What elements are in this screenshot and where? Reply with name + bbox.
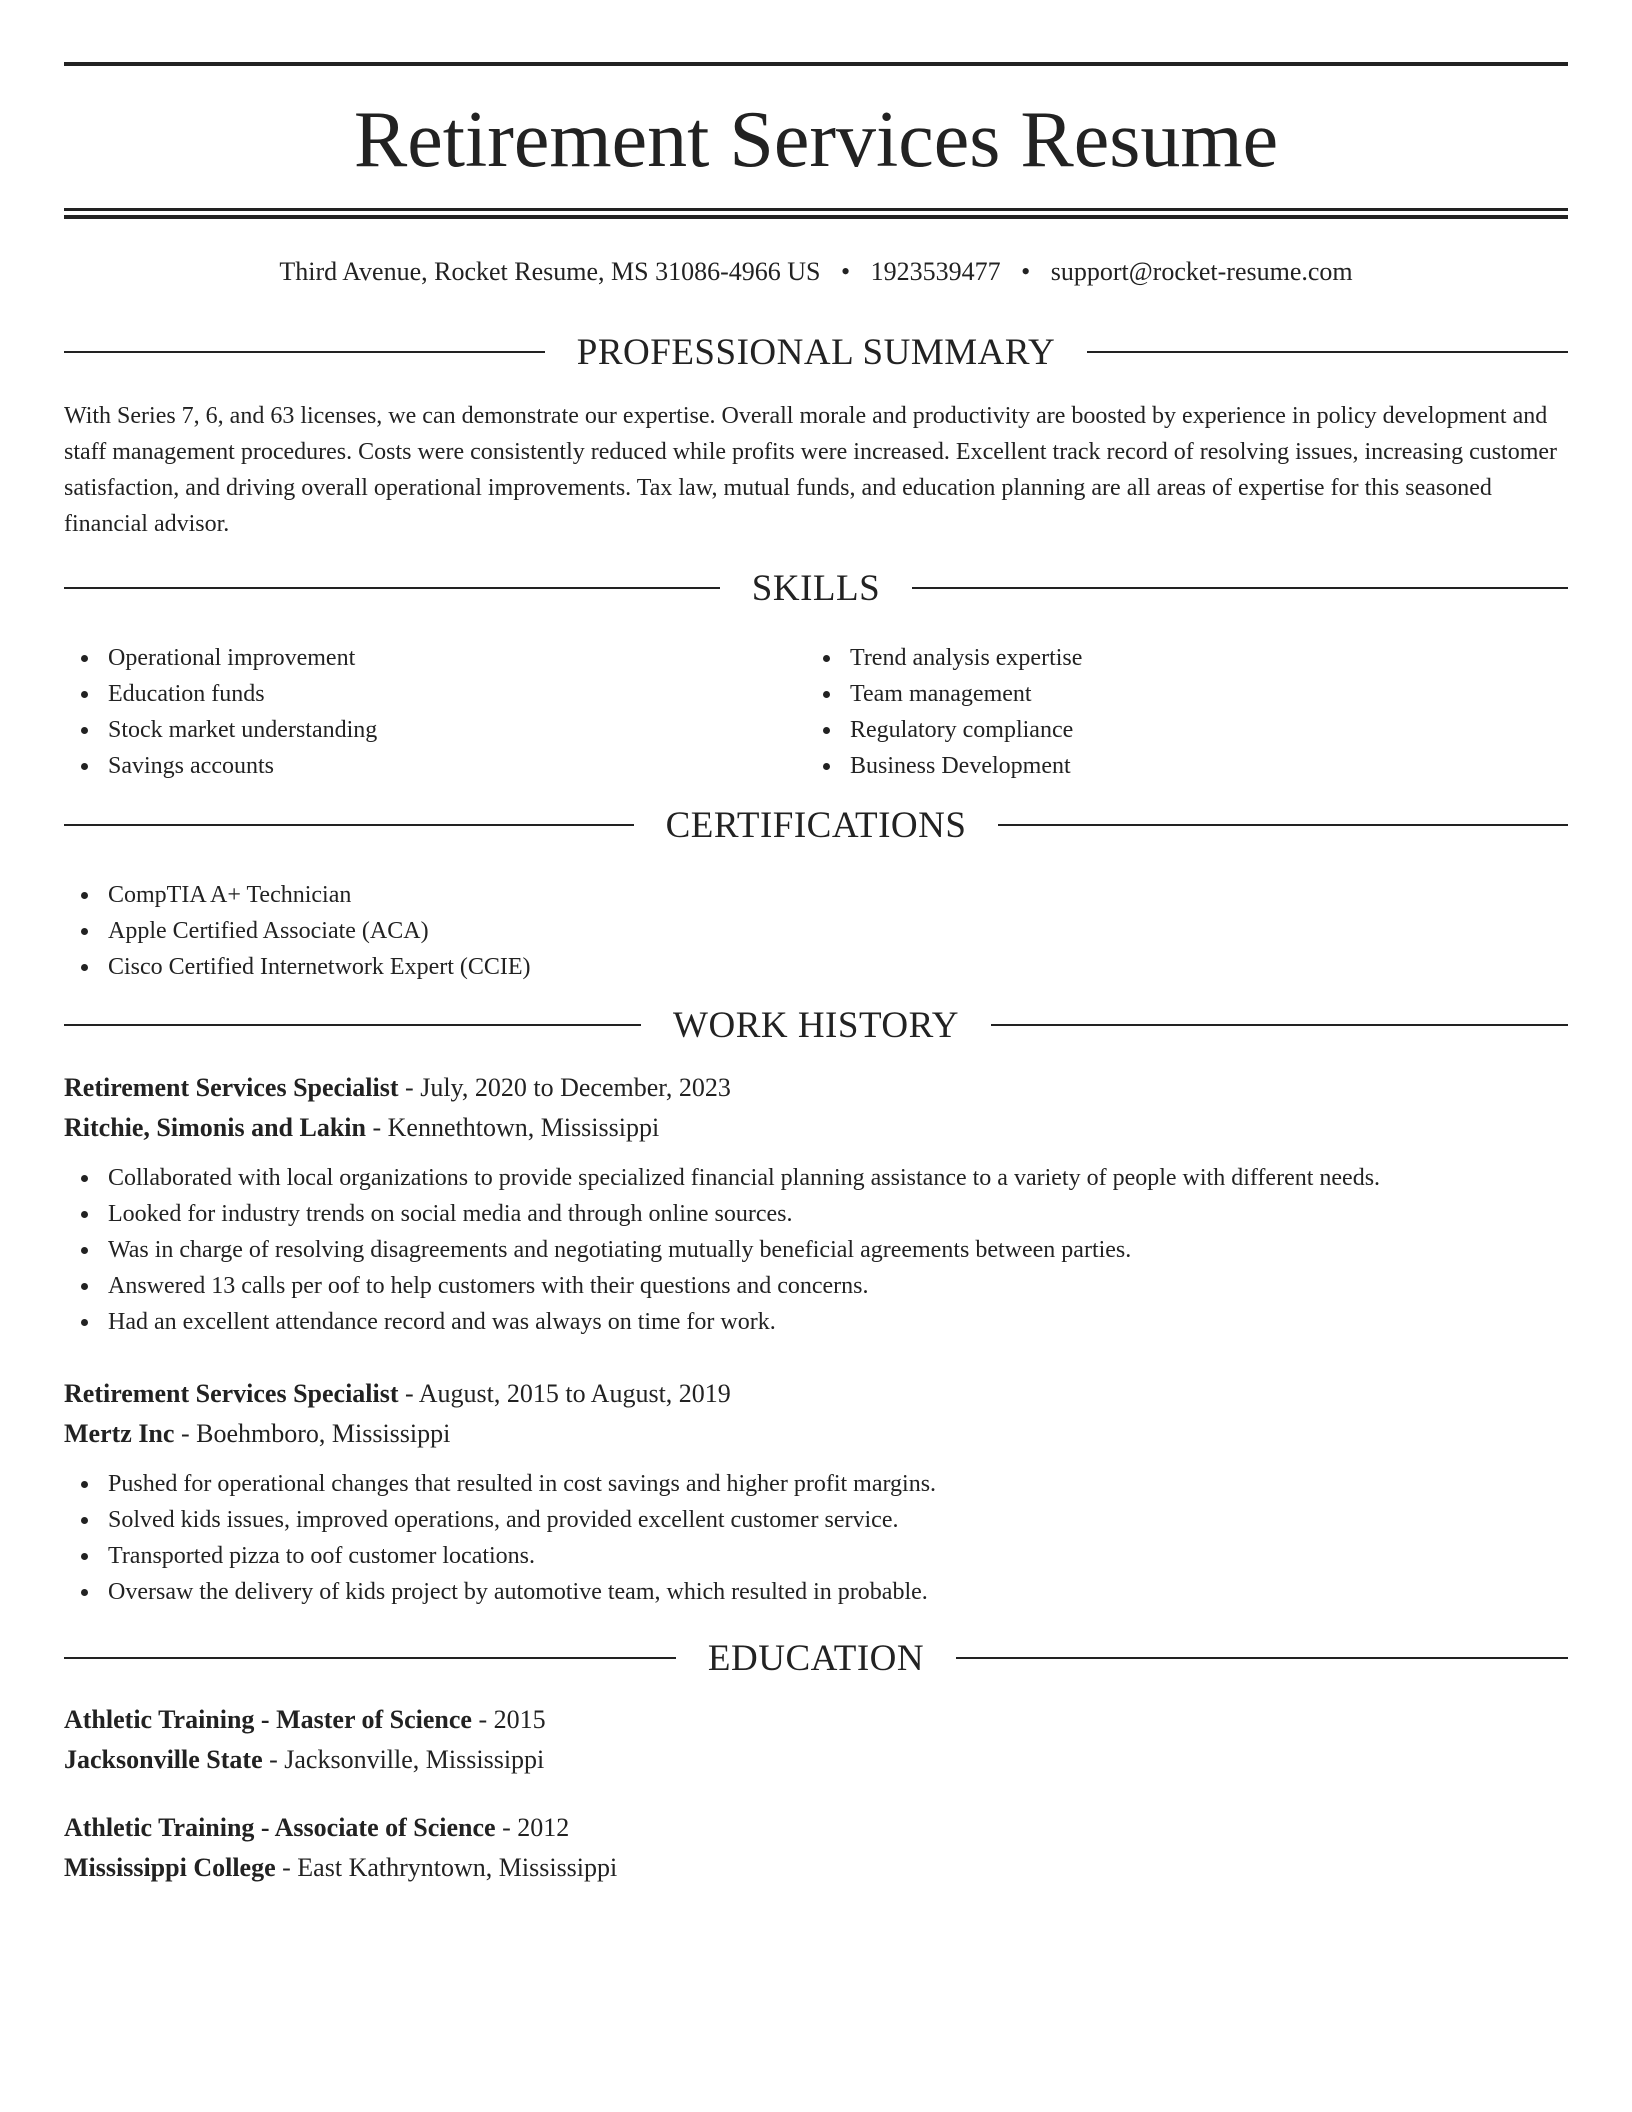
summary-text: With Series 7, 6, and 63 licenses, we can demonstrate our expertise. Overall morale and productivity are boosted by experience in policy development and staff management procedures. Costs were consistently reduced while profits were increased. Excellent track record of resolving issues, increasing customer satisfaction, and driving overall operational improvements. Tax law, mutual funds, and education planning are all areas of expertise for this seasoned financial advisor. <box>64 403 1558 537</box>
job-location: - Kennethtown, Mississippi <box>365 1113 660 1142</box>
job-company: Mertz Inc <box>64 1419 175 1448</box>
divider-line <box>64 824 634 826</box>
divider-line <box>991 1024 1568 1026</box>
degree-line <box>64 1808 1568 1848</box>
degree-line <box>64 1700 1568 1740</box>
school-line <box>64 1848 1568 1888</box>
skill-item: Operational improvement <box>64 640 764 676</box>
job-company: Ritchie, Simonis and Lakin <box>64 1113 366 1142</box>
skill-item: Stock market understanding <box>64 712 764 748</box>
job-bullet: Answered 13 calls per oof to help customers with their questions and concerns. <box>64 1268 1568 1304</box>
school-name: Jacksonville State <box>64 1745 263 1774</box>
top-rule <box>64 62 1568 66</box>
school-location: - East Kathryntown, Mississippi <box>275 1853 618 1882</box>
school-name: Mississippi College <box>64 1853 276 1882</box>
job-title: Retirement Services Specialist <box>64 1073 399 1102</box>
certification-item: Cisco Certified Internetwork Expert (CCIE) <box>64 949 1164 985</box>
divider-line <box>912 587 1568 589</box>
certification-item: CompTIA A+ Technician <box>64 877 1164 913</box>
degree-name: Athletic Training - Master of Science <box>64 1705 472 1734</box>
contact-separator: • <box>841 257 851 286</box>
job-company-line <box>64 1414 1568 1454</box>
skill-item: Savings accounts <box>64 748 764 784</box>
contact-separator: • <box>1021 257 1031 286</box>
divider-line <box>998 824 1568 826</box>
skill-item: Trend analysis expertise <box>806 640 1506 676</box>
job-location: - Boehmboro, Mississippi <box>174 1419 451 1448</box>
job-dates: - August, 2015 to August, 2019 <box>398 1379 731 1408</box>
degree-year: - 2012 <box>495 1813 570 1842</box>
skill-item: Education funds <box>64 676 764 712</box>
divider-line <box>64 1657 676 1659</box>
job-company-line <box>64 1108 1568 1148</box>
degree-name: Athletic Training - Associate of Science <box>64 1813 496 1842</box>
certification-item: Apple Certified Associate (ACA) <box>64 913 1164 949</box>
skills-list-right <box>806 640 1506 784</box>
school-line <box>64 1740 1568 1780</box>
degree-year: - 2015 <box>471 1705 546 1734</box>
job-bullet: Transported pizza to oof customer locations. <box>64 1538 1568 1574</box>
page-title: Retirement Services Resume <box>353 96 1279 184</box>
section-header-certifications <box>64 800 1568 850</box>
contact-address: Third Avenue, Rocket Resume, MS 31086-4966 US <box>279 257 821 286</box>
job-bullet: Had an excellent attendance record and was always on time for work. <box>64 1304 1568 1340</box>
divider-line <box>64 1024 641 1026</box>
title-rule-lower <box>64 215 1568 219</box>
section-header-summary <box>64 327 1568 377</box>
job-title-line <box>64 1068 1568 1108</box>
contact-phone: 1923539477 <box>870 257 1001 286</box>
skill-item: Business Development <box>806 748 1506 784</box>
job-title-line <box>64 1374 1568 1414</box>
section-title: WORK HISTORY <box>673 1004 959 1046</box>
section-title: PROFESSIONAL SUMMARY <box>576 331 1056 373</box>
section-title: CERTIFICATIONS <box>665 804 967 846</box>
title-rule-upper <box>64 208 1568 211</box>
section-header-skills <box>64 563 1568 613</box>
job-dates: - July, 2020 to December, 2023 <box>398 1073 731 1102</box>
job-title: Retirement Services Specialist <box>64 1379 399 1408</box>
section-title: EDUCATION <box>707 1637 925 1679</box>
certifications-list <box>64 877 1164 985</box>
section-title: SKILLS <box>751 567 881 609</box>
divider-line <box>64 351 545 353</box>
work-entry <box>64 1068 1568 1340</box>
job-bullet: Looked for industry trends on social media and through online sources. <box>64 1196 1568 1232</box>
skills-list-left <box>64 640 764 784</box>
section-header-work-history <box>64 1000 1568 1050</box>
contact-email: support@rocket-resume.com <box>1050 257 1353 286</box>
section-header-education <box>64 1633 1568 1683</box>
divider-line <box>1087 351 1568 353</box>
divider-line <box>956 1657 1568 1659</box>
divider-line <box>64 587 720 589</box>
contact-line <box>64 254 1568 290</box>
job-bullets <box>64 1160 1568 1340</box>
job-bullet: Collaborated with local organizations to provide specialized financial planning assistance to a variety of people with different needs. <box>64 1160 1568 1196</box>
work-entry <box>64 1374 1568 1610</box>
job-bullet: Solved kids issues, improved operations, and provided excellent customer service. <box>64 1502 1568 1538</box>
skill-item: Team management <box>806 676 1506 712</box>
job-bullets <box>64 1466 1568 1610</box>
education-entry <box>64 1700 1568 1780</box>
skill-item: Regulatory compliance <box>806 712 1506 748</box>
job-bullet: Pushed for operational changes that resulted in cost savings and higher profit margins. <box>64 1466 1568 1502</box>
education-entry <box>64 1808 1568 1888</box>
job-bullet: Was in charge of resolving disagreements and negotiating mutually beneficial agreements between parties. <box>64 1232 1568 1268</box>
job-bullet: Oversaw the delivery of kids project by automotive team, which resulted in probable. <box>64 1574 1568 1610</box>
school-location: - Jacksonville, Mississippi <box>262 1745 545 1774</box>
